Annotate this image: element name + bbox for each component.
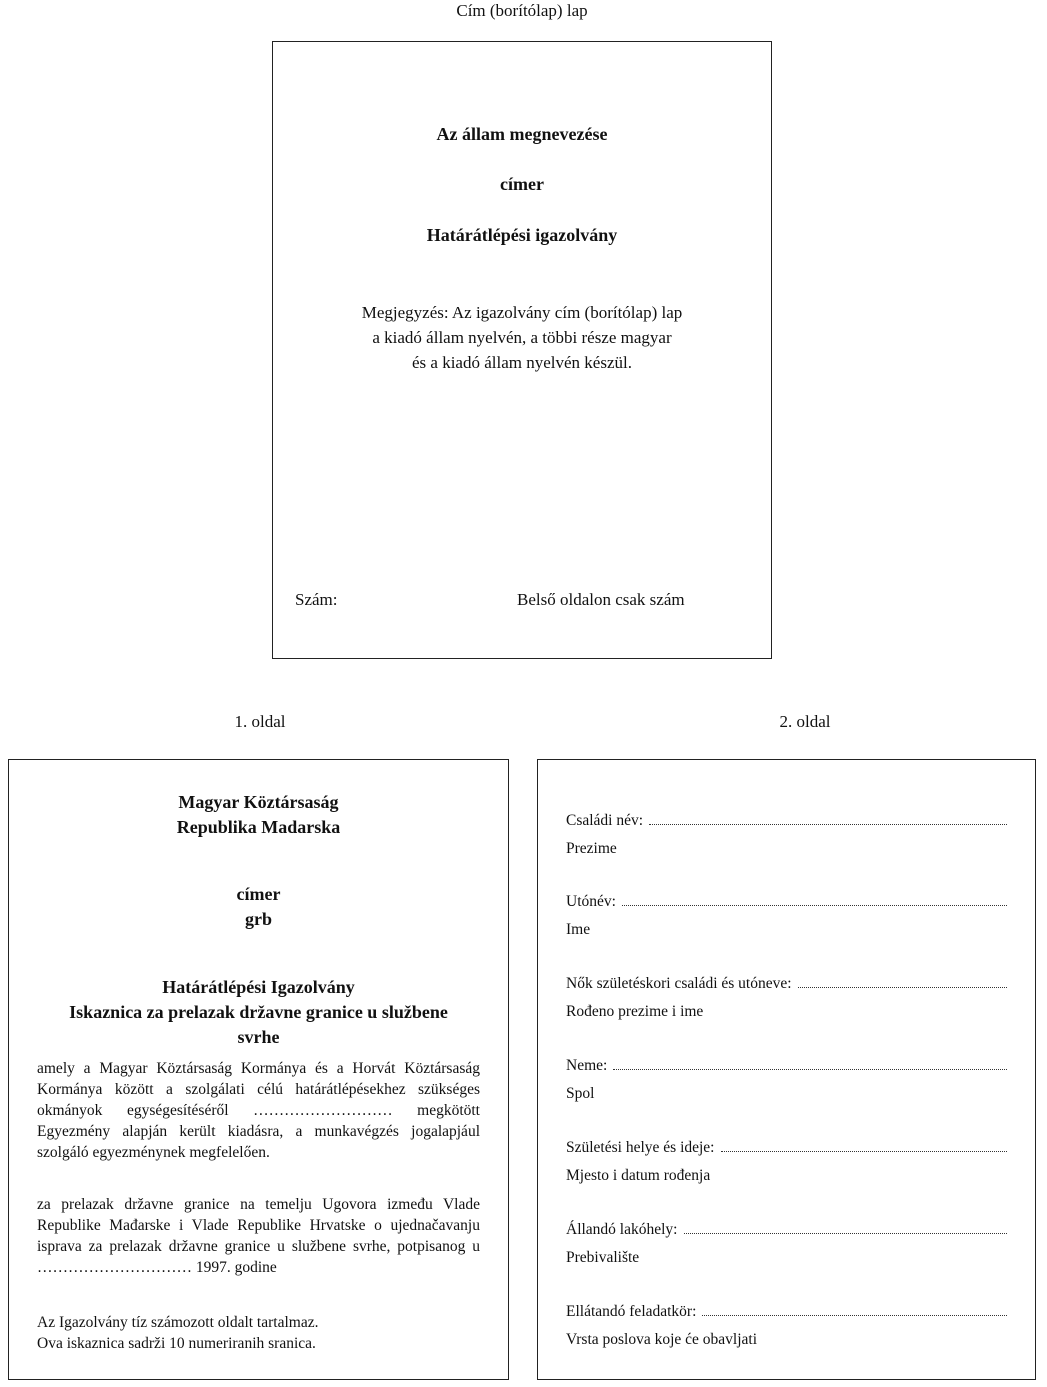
country-hu: Magyar Köztársaság <box>178 792 339 812</box>
page-2 <box>537 759 1036 1380</box>
country-hr: Republika Madarska <box>176 817 341 837</box>
page-1 <box>8 759 509 1380</box>
paragraph-hu: amely a Magyar Köztársaság Kormánya és a Horvát Köztársaság Kormánya között a szolgálati célú határátlépésekhez szükséges okmányok egységesítéséről ……………………… megkötött Egyezmény alapján került kiadásra, a munkavégzés jogalapjául szolgáló egyezménynek megfelelően. <box>37 1060 480 1161</box>
field-duties <box>566 1303 1007 1349</box>
dotted-fill-line <box>622 893 1007 906</box>
title-hr-line2: svrhe <box>237 1027 280 1047</box>
page2-caption: 2. oldal <box>779 712 831 731</box>
field-translation: Vrsta poslova koje će obavljati <box>566 1331 758 1348</box>
dotted-fill-line <box>721 1139 1008 1152</box>
field-translation: Prebivalište <box>566 1249 640 1266</box>
title-hu: Határátlépési Igazolvány <box>162 977 355 997</box>
title-hr-line1: Iskaznica za prelazak državne granice u službene <box>69 1002 448 1022</box>
field-translation: Prezime <box>566 840 617 857</box>
field-translation: Spol <box>566 1085 595 1102</box>
coat-hr: grb <box>245 909 272 929</box>
field-permanent-residence <box>566 1221 1007 1267</box>
cover-note <box>303 300 741 375</box>
paragraph-hr: za prelazak državne granice na temelju Ugovora između Vlade Republike Mađarske i Vlade Republike Hrvatske o ujednačavanju isprava za prelazak državne granice u službene svrhe, potpisanog u ………………………… 1997. godine <box>37 1196 480 1276</box>
dotted-fill-line <box>798 975 1007 988</box>
field-sex <box>566 1057 1007 1103</box>
field-label: Nők születéskori családi és utóneve: <box>566 975 792 992</box>
page1-caption: 1. oldal <box>234 712 286 731</box>
cover-note-line: a kiadó állam nyelvén, a többi része magyar <box>372 328 672 347</box>
dotted-fill-line <box>702 1303 1007 1316</box>
cover-note-line: és a kiadó állam nyelvén készül. <box>412 353 632 372</box>
coat-of-arms-label: címer <box>500 174 544 194</box>
field-birth-place-date <box>566 1139 1007 1185</box>
number-note: Belső oldalon csak szám <box>517 590 685 609</box>
pages-count-hu: Az Igazolvány tíz számozott oldalt tartalmaz. <box>37 1314 319 1331</box>
field-given-name <box>566 893 1007 939</box>
field-label: Neme: <box>566 1057 608 1074</box>
dotted-fill-line <box>649 812 1007 825</box>
pages-count-hr: Ova iskaznica sadrži 10 numeriranih sranica. <box>37 1335 316 1352</box>
document-title: Határátlépési igazolvány <box>426 225 618 245</box>
field-label: Ellátandó feladatkör: <box>566 1303 697 1320</box>
field-birth-name <box>566 975 1007 1021</box>
field-translation: Mjesto i datum rođenja <box>566 1167 711 1184</box>
cover-caption: Cím (borítólap) lap <box>456 1 588 20</box>
number-label: Szám: <box>295 590 338 609</box>
field-family-name <box>566 812 1007 858</box>
field-translation: Ime <box>566 921 591 938</box>
field-label: Családi név: <box>566 812 644 829</box>
cover-note-line: Megjegyzés: Az igazolvány cím (borítólap) lap <box>361 303 683 322</box>
dotted-fill-line <box>684 1221 1008 1234</box>
field-label: Utónév: <box>566 893 616 910</box>
coat-hu: címer <box>236 884 281 904</box>
dotted-fill-line <box>613 1057 1007 1070</box>
field-label: Születési helye és ideje: <box>566 1139 715 1156</box>
state-name: Az állam megnevezése <box>436 124 608 144</box>
field-translation: Rođeno prezime i ime <box>566 1003 704 1020</box>
cover-page <box>272 41 772 659</box>
field-label: Állandó lakóhely: <box>566 1221 678 1238</box>
